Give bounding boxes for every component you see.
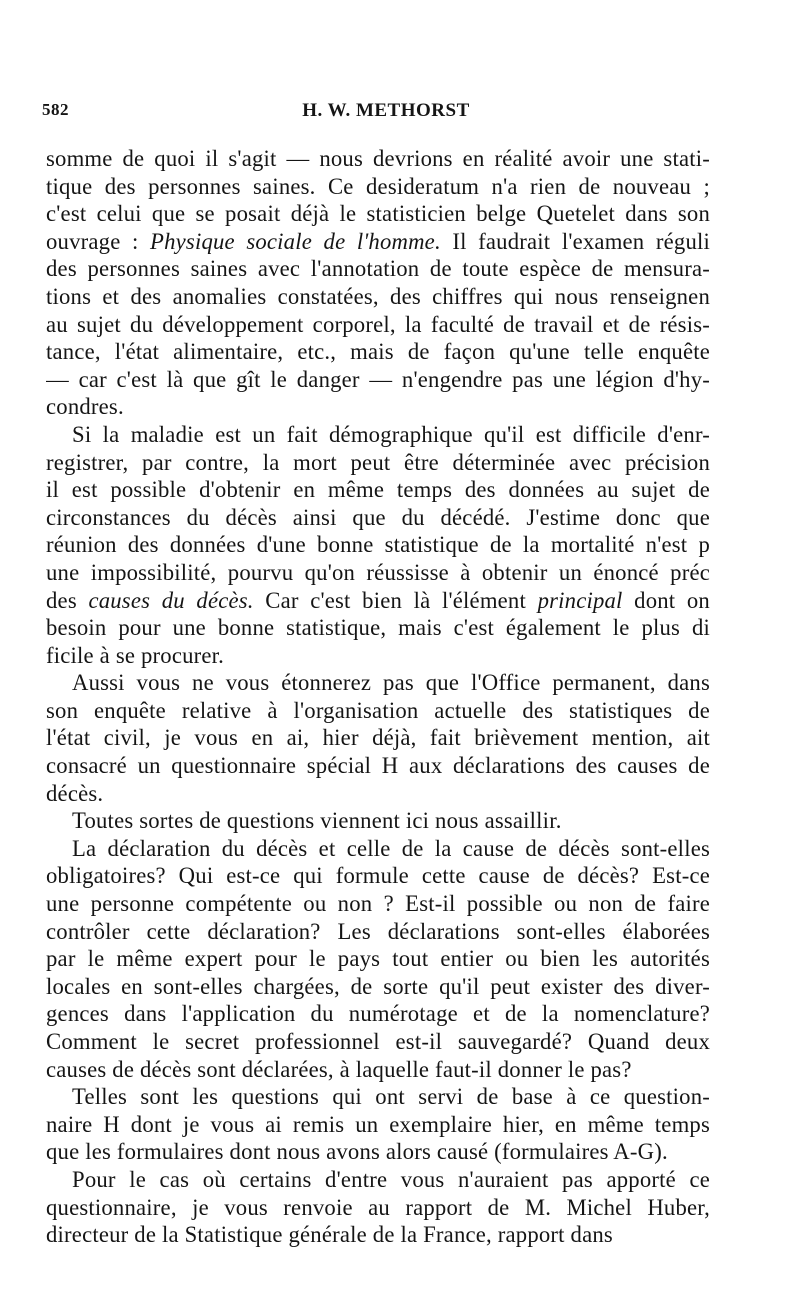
text-line: une impossibilité, pourvu qu'on réussisse à obtenir un énoncé préc [46,559,710,585]
page-header [42,100,730,130]
text-line: au sujet du développement corporel, la faculté de travail et de résis- [46,311,710,337]
text-line: ficile à se procurer. [46,642,225,668]
text-line: son enquête relative à l'organisation actuelle des statistiques de [46,697,710,723]
paragraph [46,1083,710,1166]
text-line: Comment le secret professionnel est-il sauvegardé? Quand deux [46,1029,710,1054]
text-line: réunion des données d'une bonne statistique de la mortalité n'est p [46,532,710,558]
running-head: H. W. METHORST [302,100,470,121]
text-line: une personne compétente ou non ? Est-il possible ou non de faire [46,891,710,917]
text-line: directeur de la Statistique générale de la France, rapport dans [46,1222,613,1248]
text-line: contrôler cette déclaration? Les déclarations sont-elles élaborées [46,918,710,944]
paragraph [46,669,710,807]
text-line: circonstances du décès ainsi que du décédé. J'estime donc que [46,504,710,530]
italic-text: principal [537,587,623,613]
paragraph [46,145,710,421]
text-line: besoin pour une bonne statistique, mais c'est également le plus di [46,615,710,641]
text-line: registrer, par contre, la mort peut être déterminée avec précision [46,449,710,475]
text-line: par le même expert pour le pays tout entier ou bien les autorités [46,946,710,972]
text-line: causes de décès sont déclarées, à laquelle faut-il donner le pas? [46,1056,632,1082]
text-line: — car c'est là que gît le danger — n'engendre pas une légion d'hy- [46,366,710,392]
text-line: La déclaration du décès et celle de la cause de décès sont-elles [72,835,710,861]
page-number: 582 [42,100,69,119]
paragraph [46,835,710,1083]
text-line: locales en sont-elles chargées, de sorte qu'il peut exister des diver- [46,973,710,999]
text-line: Toutes sortes de questions viennent ici nous assaillir. [72,808,562,834]
text-line: il est possible d'obtenir en même temps des données au sujet de [46,477,710,503]
text-line: tions et des anomalies constatées, des chiffres qui nous renseignen [46,283,710,309]
text-line: Si la maladie est un fait démographique qu'il est difficile d'enr- [72,421,710,447]
text-line: questionnaire, je vous renvoie au rapport de M. Michel Huber, [46,1194,710,1220]
text-line: somme de quoi il s'agit — nous devrions en réalité avoir une stati- [46,146,710,171]
text-line: obligatoires? Qui est-ce qui formule cette cause de décès? Est-ce [46,863,710,889]
text-line: consacré un questionnaire spécial H aux déclarations des causes de [46,753,710,779]
text-line: l'état civil, je vous en ai, hier déjà, fait brièvement mention, ait [46,725,710,751]
text-line: tique des personnes saines. Ce desideratum n'a rien de nouveau ; [46,173,710,199]
paragraph [46,807,710,835]
text-line: gences dans l'application du numérotage et de la nomenclature? [46,1001,710,1027]
text-line: c'est celui que se posait déjà le statisticien belge Quetelet dans son [46,201,710,227]
text-line: ouvrage : Physique sociale de l'homme. Il faudrait l'examen réguli [46,228,710,254]
text-line: que les formulaires dont nous avons alors causé (formulaires A-G). [46,1139,668,1165]
text-line: naire H dont je vous ai remis un exemplaire hier, en même temps [46,1111,710,1137]
text-line: décès. [46,780,104,806]
text-line: Aussi vous ne vous étonnerez pas que l'Office permanent, dans [72,670,710,696]
text-line: Telles sont les questions qui ont servi de base à ce question- [72,1084,710,1110]
body-text [46,145,710,1249]
paragraph [46,1166,710,1249]
italic-text: Physique sociale de l'homme. [150,228,441,254]
text-line: tance, l'état alimentaire, etc., mais de façon qu'une telle enquête [46,339,710,365]
text-line: condres. [46,394,124,420]
text-line: des personnes saines avec l'annotation de toute espèce de mensura- [46,256,710,282]
text-line: des causes du décès. Car c'est bien là l'élément principal dont on [46,587,710,613]
paragraph [46,421,710,669]
italic-text: causes du décès. [88,587,254,613]
text-line: Pour le cas où certains d'entre vous n'auraient pas apporté ce [72,1166,710,1192]
